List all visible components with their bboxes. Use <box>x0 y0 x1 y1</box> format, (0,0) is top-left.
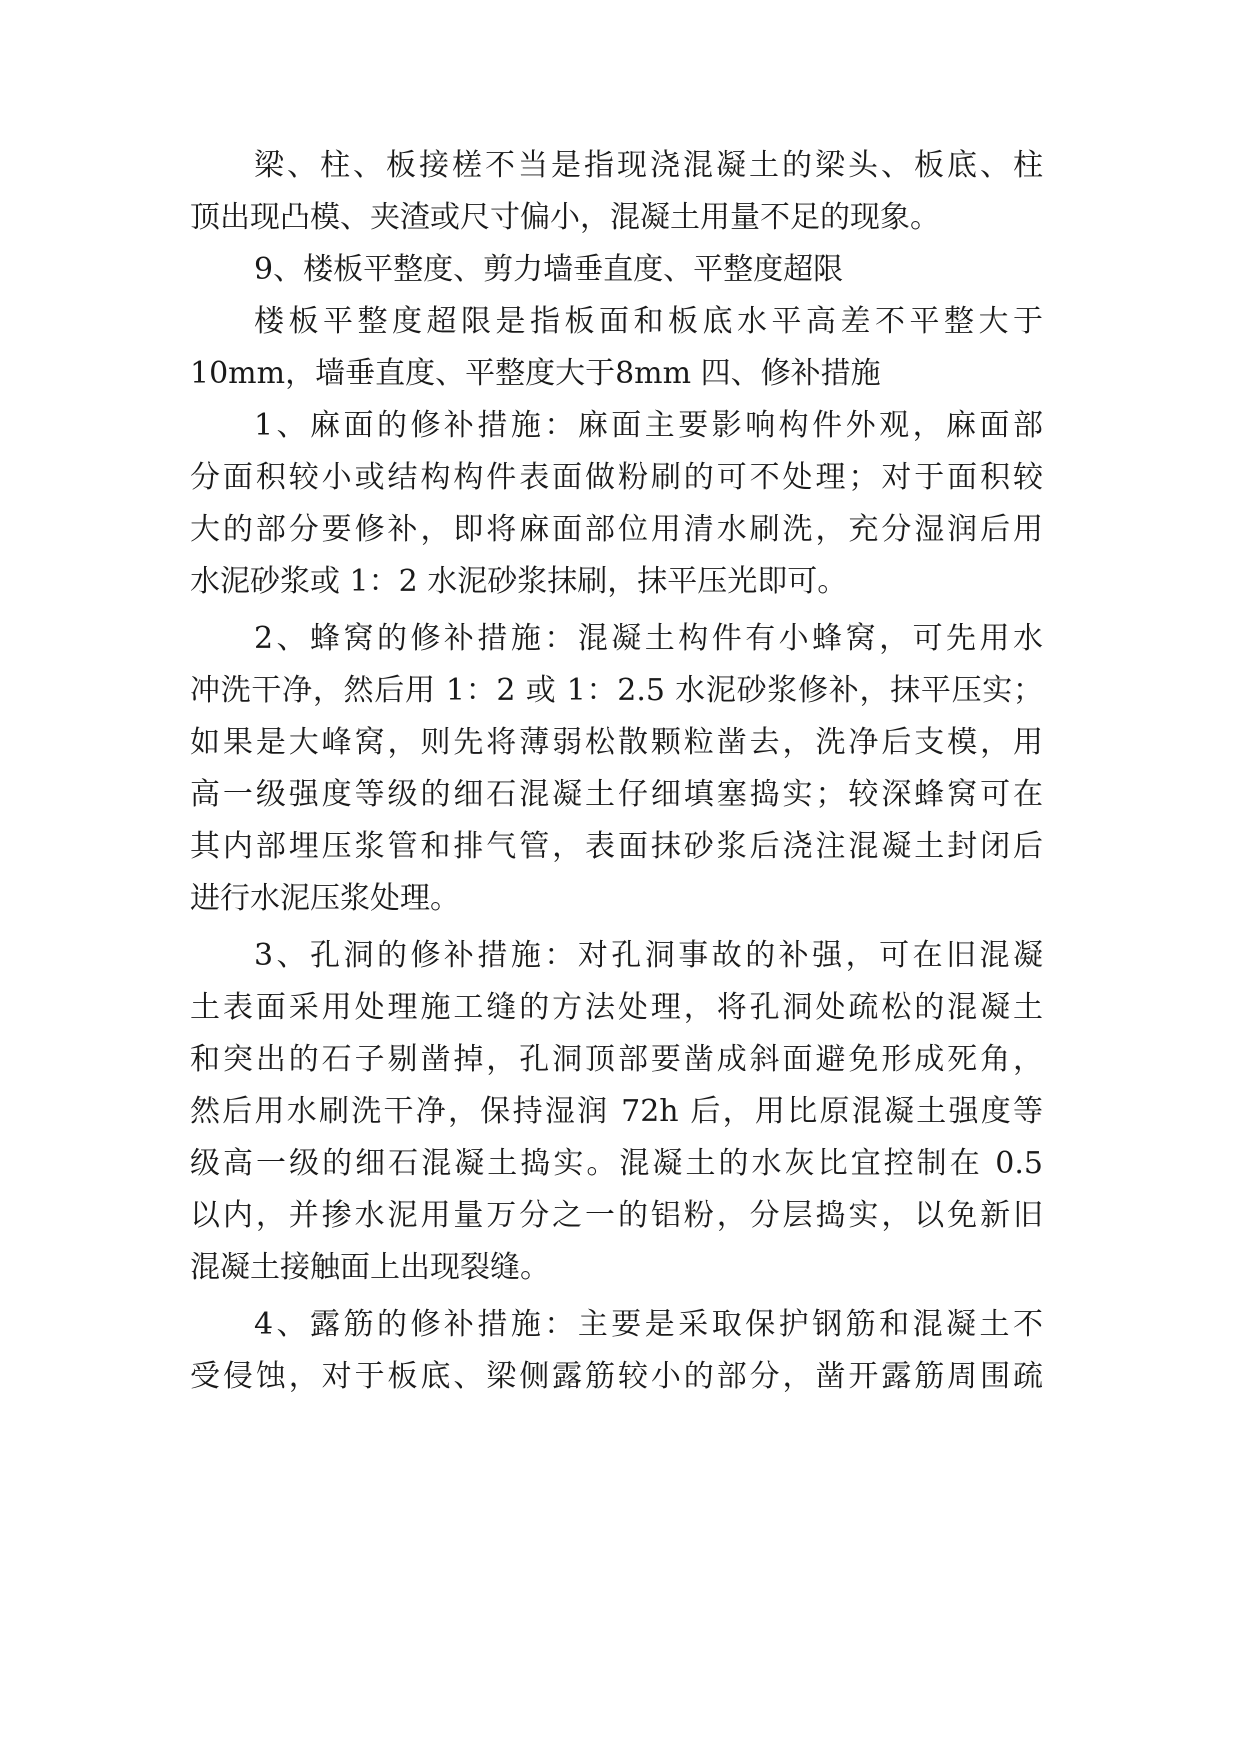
text-line <box>0 195 1241 241</box>
section-heading <box>0 247 1241 293</box>
text-line-content: 3、孔洞的修补措施：对孔洞事故的补强，可在旧混凝 <box>254 938 1043 973</box>
text-line <box>0 1193 1241 1239</box>
text-line-content: 高一级强度等级的细石混凝土仔细填塞捣实；较深蜂窝可在 <box>190 777 1043 812</box>
text-line-content: 混凝土接触面上出现裂缝。 <box>190 1250 550 1285</box>
text-line <box>0 1354 1241 1400</box>
text-line <box>0 616 1241 662</box>
text-line-content: 级高一级的细石混凝土捣实。混凝土的水灰比宜控制在 0.5 <box>190 1146 1043 1181</box>
text-line <box>0 1037 1241 1083</box>
text-line <box>0 985 1241 1031</box>
text-line-content: 10mm，墙垂直度、平整度大于8mm 四、修补措施 <box>190 356 881 391</box>
text-line-content: 楼板平整度超限是指板面和板底水平高差不平整大于 <box>254 304 1043 339</box>
text-line <box>0 1089 1241 1135</box>
text-line-content: 其内部埋压浆管和排气管，表面抹砂浆后浇注混凝土封闭后 <box>190 829 1043 864</box>
text-line <box>0 299 1241 345</box>
text-line <box>0 668 1241 714</box>
text-line-content: 以内，并掺水泥用量万分之一的铝粉，分层捣实，以免新旧 <box>190 1198 1043 1233</box>
text-line-content: 梁、柱、板接槎不当是指现浇混凝土的梁头、板底、柱 <box>254 148 1043 183</box>
text-line-content: 分面积较小或结构构件表面做粉刷的可不处理；对于面积较 <box>190 460 1043 495</box>
text-line <box>0 351 1241 397</box>
text-line <box>0 824 1241 870</box>
text-line <box>0 1302 1241 1348</box>
text-line-content: 然后用水刷洗干净，保持湿润 72h 后，用比原混凝土强度等 <box>190 1094 1043 1129</box>
text-line <box>0 720 1241 766</box>
text-line-content: 顶出现凸模、夹渣或尺寸偏小，混凝土用量不足的现象。 <box>190 200 940 235</box>
text-line <box>0 559 1241 605</box>
text-line-content: 土表面采用处理施工缝的方法处理，将孔洞处疏松的混凝土 <box>190 990 1043 1025</box>
text-line <box>0 1141 1241 1187</box>
text-line-content: 冲洗干净，然后用 1：2 或 1：2.5 水泥砂浆修补，抹平压实； <box>190 673 1043 708</box>
text-line-content: 如果是大峰窝，则先将薄弱松散颗粒凿去，洗净后支模，用 <box>190 725 1043 760</box>
text-line-content: 2、蜂窝的修补措施：混凝土构件有小蜂窝，可先用水 <box>254 621 1043 656</box>
text-line-content: 和突出的石子剔凿掉，孔洞顶部要凿成斜面避免形成死角， <box>190 1042 1043 1077</box>
text-line <box>0 507 1241 553</box>
text-line <box>0 455 1241 501</box>
text-line-content: 大的部分要修补，即将麻面部位用清水刷洗，充分湿润后用 <box>190 512 1043 547</box>
text-line-content: 4、露筋的修补措施：主要是采取保护钢筋和混凝土不 <box>254 1307 1043 1342</box>
text-line <box>0 772 1241 818</box>
text-line <box>0 143 1241 189</box>
text-line <box>0 933 1241 979</box>
text-line-content: 受侵蚀，对于板底、梁侧露筋较小的部分，凿开露筋周围疏 <box>190 1359 1043 1394</box>
text-line-content: 1、麻面的修补措施：麻面主要影响构件外观，麻面部 <box>254 408 1043 443</box>
text-line <box>0 403 1241 449</box>
section-heading-text: 9、楼板平整度、剪力墙垂直度、平整度超限 <box>254 252 844 287</box>
text-line-content: 水泥砂浆或 1：2 水泥砂浆抹刷，抹平压光即可。 <box>190 564 848 599</box>
text-line-content: 进行水泥压浆处理。 <box>190 881 460 916</box>
text-line <box>0 876 1241 922</box>
text-line <box>0 1245 1241 1291</box>
